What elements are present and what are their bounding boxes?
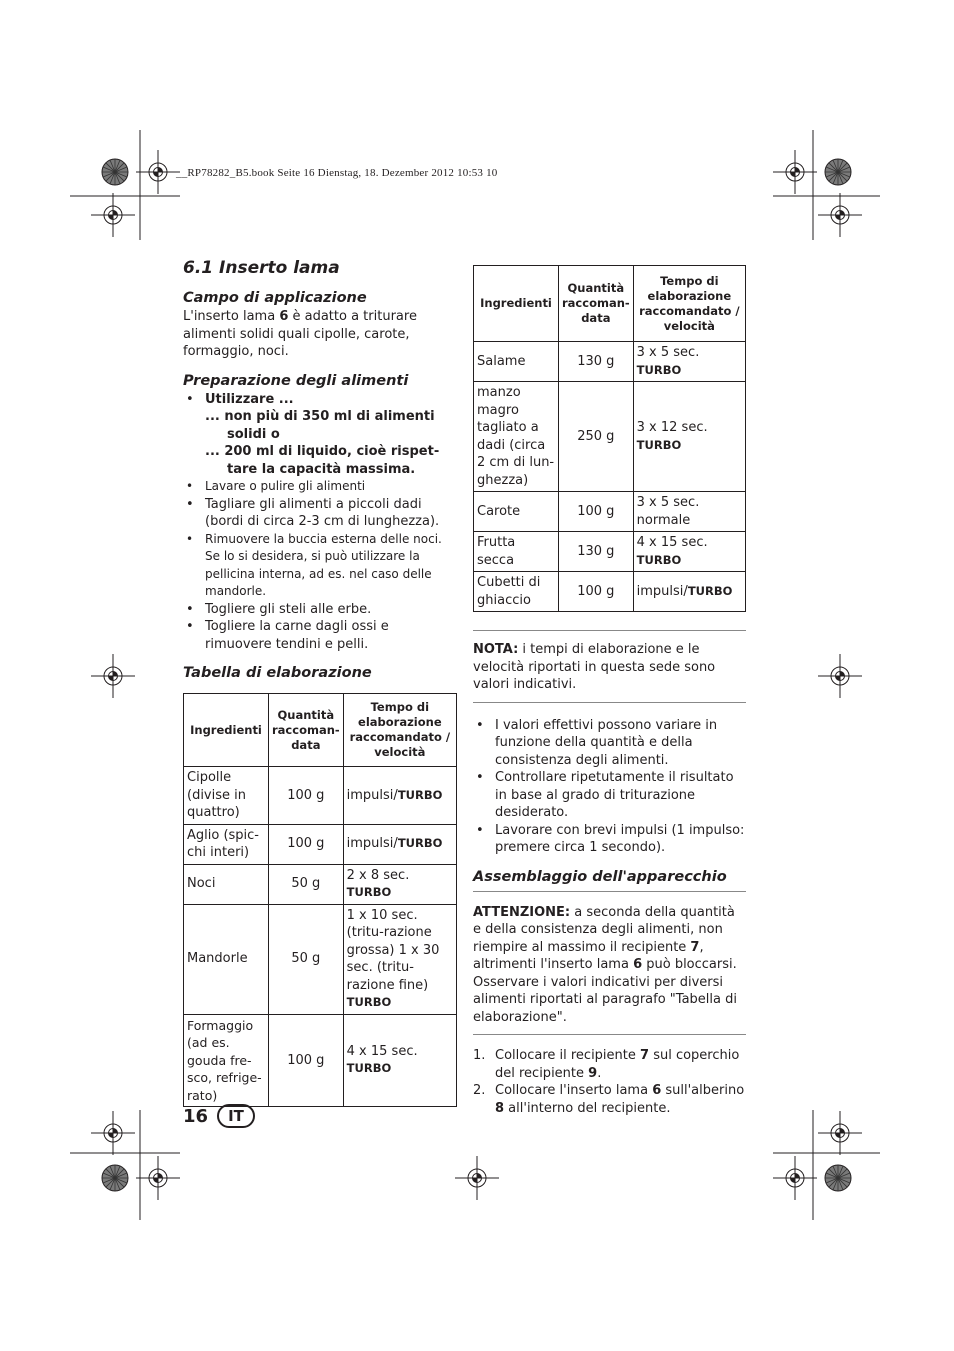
list-item: • Tagliare gli alimenti a piccoli dadi (bordi di circa 2-3 cm di lunghezza). (183, 496, 457, 531)
notes-list (473, 717, 746, 857)
prep-heading: Preparazione degli alimenti (183, 372, 409, 389)
prep-list (183, 391, 457, 654)
list-item: • Controllare ripetutamente il risultato in base al grado di triturazione desiderato. (473, 769, 746, 822)
list-item: • Lavare o pulire gli alimenti (183, 478, 457, 496)
table-row: Aglio (spic-chi interi) 100 g impulsi/TURBO (184, 824, 457, 864)
table-header: Quantità raccoman-data (269, 694, 344, 767)
section-title: 6.1 Inserto lama (183, 258, 340, 278)
list-item: • Togliere gli steli alle erbe. (183, 601, 457, 619)
attenzione-text: ATTENZIONE: a seconda della quantità e della consistenza degli alimenti, non riempire al massimo il recipiente 7, altrimenti l'inserto lama 6 può bloccarsi. Osservare i valori indicativi per diversi alimenti riportati al paragrafo "Tabella di elaborazione". (473, 904, 737, 1025)
processing-table-left (183, 693, 457, 1107)
list-item: • Togliere la carne dagli ossi e rimuovere tendini e pelli. (183, 618, 457, 653)
page-number: 16 (183, 1105, 209, 1127)
tabella-heading: Tabella di elaborazione (183, 665, 372, 681)
list-item: • Lavorare con brevi impulsi (1 impulso: premere circa 1 secondo). (473, 822, 746, 857)
table-header: Ingredienti (184, 694, 269, 767)
list-item: • Utilizzare ... ... non più di 350 ml di alimenti solidi o ... 200 ml di liquido, cioè rispet- tare la capacità massima. (183, 391, 457, 479)
table-row: Salame 130 g 3 x 5 sec. TURBO (474, 342, 746, 382)
table-row: Cipolle (divise in quattro) 100 g impulsi/TURBO (184, 767, 457, 825)
right-column (473, 265, 746, 1117)
print-header: __RP78282_B5.book Seite 16 Dienstag, 18. Dezember 2012 10:53 10 (176, 167, 498, 179)
list-item: 1. Collocare il recipiente 7 sul coperchio del recipiente 9. (473, 1048, 740, 1081)
table-row: Formaggio (ad es. gouda fre-sco, refrige-rato) 100 g 4 x 15 sec. TURBO (184, 1014, 457, 1107)
campo-text: L'inserto lama 6 è adatto a triturare alimenti solidi quali cipolle, carote, formaggio, noci. (183, 309, 417, 359)
attenzione-box (473, 894, 746, 1036)
list-item: 2. Collocare l'inserto lama 6 sull'alberino 8 all'interno del recipiente. (473, 1083, 745, 1116)
table-row: Frutta secca 130 g 4 x 15 sec. TURBO (474, 532, 746, 572)
table-header: Tempo di elaborazione raccomandato / velocità (633, 266, 745, 342)
nota-box (473, 630, 746, 703)
assemblaggio-heading: Assemblaggio dell'apparecchio (473, 869, 746, 892)
processing-table-right (473, 265, 746, 612)
steps-list (473, 1047, 746, 1117)
table-row: Cubetti di ghiaccio 100 g impulsi/TURBO (474, 572, 746, 612)
left-column (183, 258, 457, 1107)
table-row: Carote 100 g 3 x 5 sec. normale (474, 492, 746, 532)
table-row: manzo magro tagliato a dadi (circa 2 cm di lun-ghezza) 250 g 3 x 12 sec. TURBO (474, 382, 746, 492)
language-badge: IT (217, 1104, 255, 1128)
table-header: Ingredienti (474, 266, 559, 342)
table-row: Noci 50 g 2 x 8 sec. TURBO (184, 864, 457, 904)
nota-text: NOTA: i tempi di elaborazione e le velocità riportati in questa sede sono valori indicativi. (473, 642, 716, 692)
page-footer (183, 1104, 255, 1128)
table-header: Quantità raccoman-data (559, 266, 634, 342)
list-item: • Rimuovere la buccia esterna delle noci. Se lo si desidera, si può utilizzare la pellicina interna, ad es. nel caso delle mandorle. (183, 531, 457, 601)
table-header: Tempo di elaborazione raccomandato / velocità (343, 694, 456, 767)
table-row: Mandorle 50 g 1 x 10 sec. (tritu-razione grossa) 1 x 30 sec. (tritu-razione fine) TURBO (184, 904, 457, 1014)
list-item: • I valori effettivi possono variare in funzione della quantità e della consistenza degli alimenti. (473, 717, 746, 770)
campo-heading: Campo di applicazione (183, 290, 367, 306)
